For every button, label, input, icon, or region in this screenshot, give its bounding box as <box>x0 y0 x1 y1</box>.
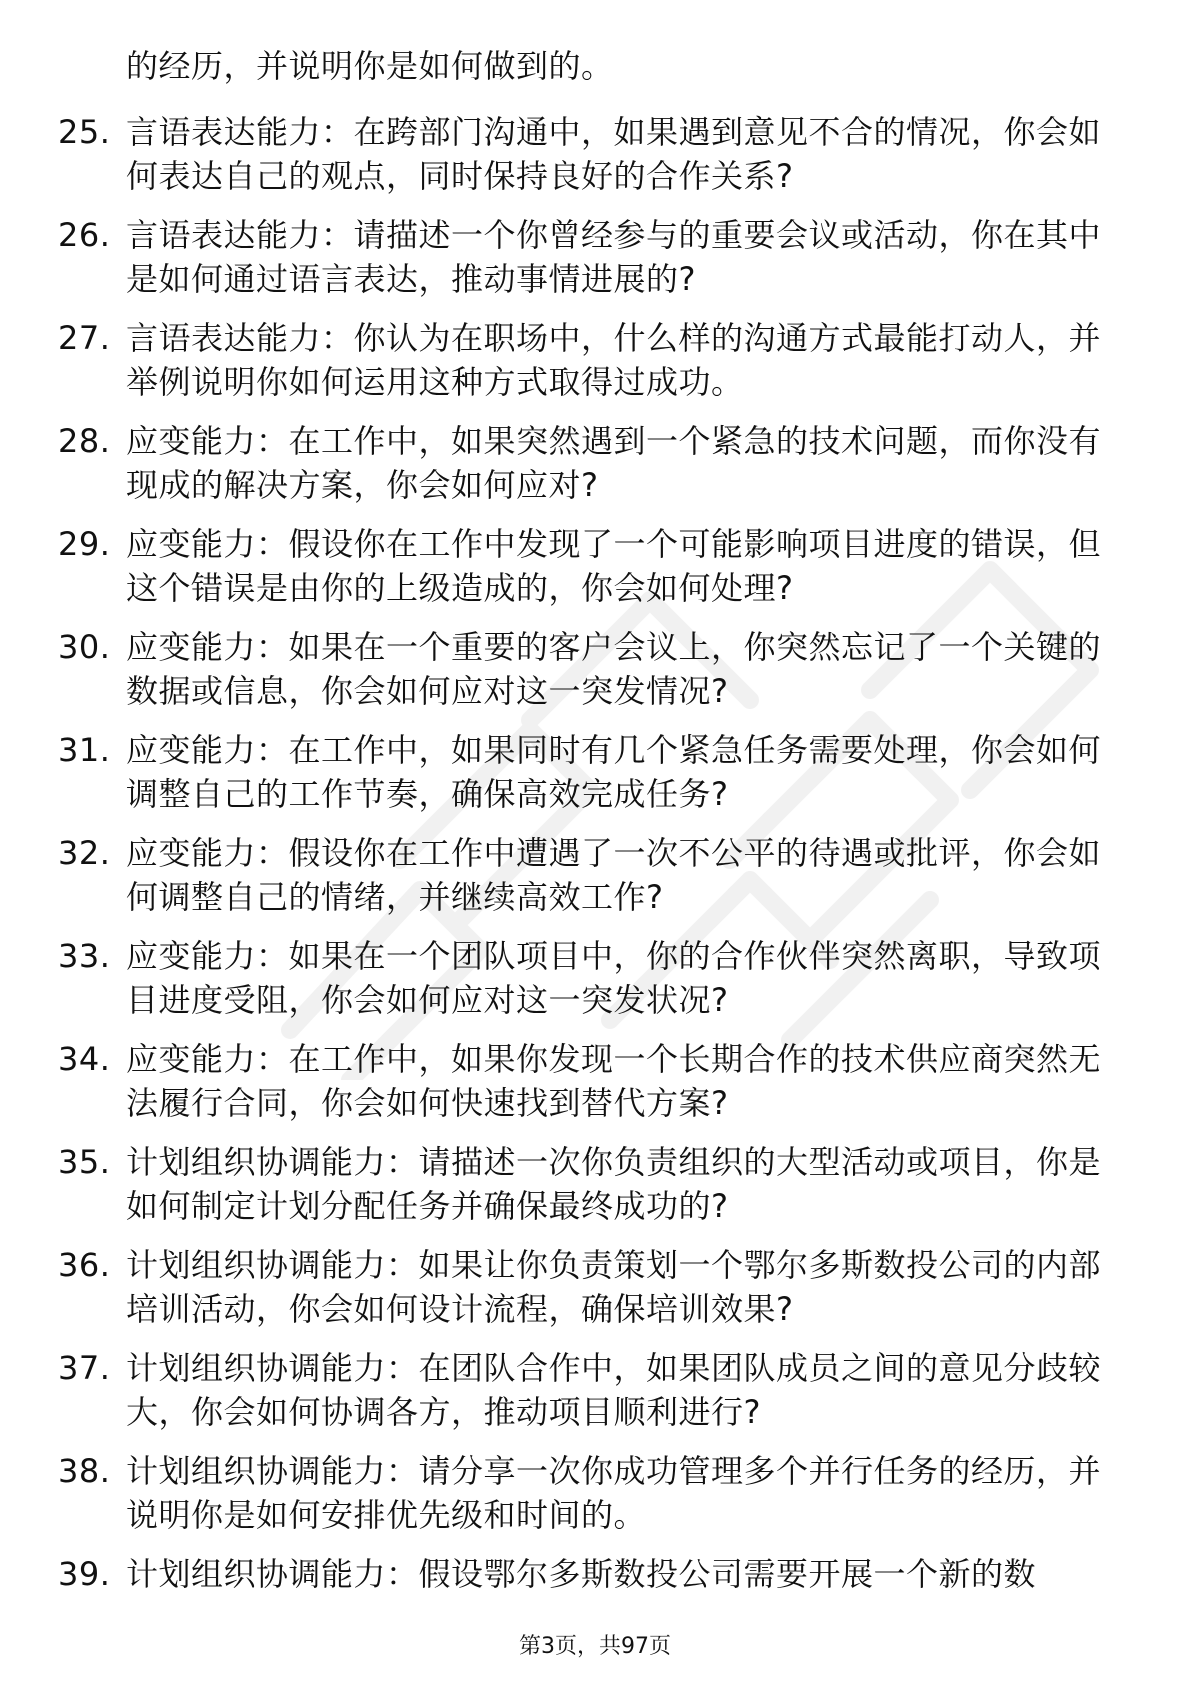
item-number: 29. <box>58 525 111 563</box>
item-number: 31. <box>58 731 111 769</box>
item-text: 应变能力：在工作中，如果突然遇到一个紧急的技术问题，而你没有现成的解决方案，你会如何应对? <box>126 422 1102 504</box>
list-item <box>58 1140 1118 1228</box>
item-number: 35. <box>58 1143 111 1181</box>
item-text: 言语表达能力：在跨部门沟通中，如果遇到意见不合的情况，你会如何表达自己的观点，同时保持良好的合作关系? <box>126 113 1102 195</box>
list-item <box>58 110 1118 198</box>
item-number: 25. <box>58 113 111 151</box>
list-item <box>58 1037 1118 1125</box>
item-text: 计划组织协调能力：请分享一次你成功管理多个并行任务的经历，并说明你是如何安排优先级和时间的。 <box>126 1452 1102 1534</box>
item-text: 计划组织协调能力：假设鄂尔多斯数投公司需要开展一个新的数 <box>126 1555 1037 1593</box>
item-number: 32. <box>58 834 111 872</box>
item-number: 38. <box>58 1452 111 1490</box>
item-text: 计划组织协调能力：在团队合作中，如果团队成员之间的意见分歧较大，你会如何协调各方，推动项目顺利进行? <box>126 1349 1102 1431</box>
list-item <box>58 831 1118 919</box>
list-item <box>58 316 1118 404</box>
item-number: 37. <box>58 1349 111 1387</box>
list-item <box>58 1346 1118 1434</box>
item-text: 应变能力：如果在一个团队项目中，你的合作伙伴突然离职，导致项目进度受阻，你会如何应对这一突发状况? <box>126 937 1102 1019</box>
item-text: 应变能力：假设你在工作中发现了一个可能影响项目进度的错误，但这个错误是由你的上级造成的，你会如何处理? <box>126 525 1102 607</box>
item-text: 言语表达能力：你认为在职场中，什么样的沟通方式最能打动人，并举例说明你如何运用这种方式取得过成功。 <box>126 319 1102 401</box>
item-number: 27. <box>58 319 111 357</box>
page-footer: 第3页，共97页 <box>519 1634 671 1659</box>
item-text: 应变能力：在工作中，如果同时有几个紧急任务需要处理，你会如何调整自己的工作节奏，确保高效完成任务? <box>126 731 1102 813</box>
continuation-text: 的经历，并说明你是如何做到的。 <box>126 47 614 85</box>
list-item <box>58 1449 1118 1537</box>
list-item <box>58 1243 1118 1331</box>
item-number: 30. <box>58 628 111 666</box>
question-list <box>58 44 1118 1611</box>
item-number: 33. <box>58 937 111 975</box>
item-number: 26. <box>58 216 111 254</box>
item-text: 应变能力：在工作中，如果你发现一个长期合作的技术供应商突然无法履行合同，你会如何快速找到替代方案? <box>126 1040 1102 1122</box>
item-number: 34. <box>58 1040 111 1078</box>
list-item <box>58 1552 1118 1596</box>
list-item <box>58 213 1118 301</box>
item-number: 36. <box>58 1246 111 1284</box>
list-item <box>58 522 1118 610</box>
item-number: 39. <box>58 1555 111 1593</box>
list-item <box>58 419 1118 507</box>
list-item <box>58 934 1118 1022</box>
item-text: 计划组织协调能力：如果让你负责策划一个鄂尔多斯数投公司的内部培训活动，你会如何设计流程，确保培训效果? <box>126 1246 1102 1328</box>
item-number: 28. <box>58 422 111 460</box>
list-item <box>58 728 1118 816</box>
item-text: 应变能力：假设你在工作中遭遇了一次不公平的待遇或批评，你会如何调整自己的情绪，并继续高效工作? <box>126 834 1102 916</box>
list-item <box>58 625 1118 713</box>
item-text: 言语表达能力：请描述一个你曾经参与的重要会议或活动，你在其中是如何通过语言表达，推动事情进展的? <box>126 216 1102 298</box>
item-text: 应变能力：如果在一个重要的客户会议上，你突然忘记了一个关键的数据或信息，你会如何应对这一突发情况? <box>126 628 1102 710</box>
item-text: 计划组织协调能力：请描述一次你负责组织的大型活动或项目，你是如何制定计划分配任务并确保最终成功的? <box>126 1143 1102 1225</box>
